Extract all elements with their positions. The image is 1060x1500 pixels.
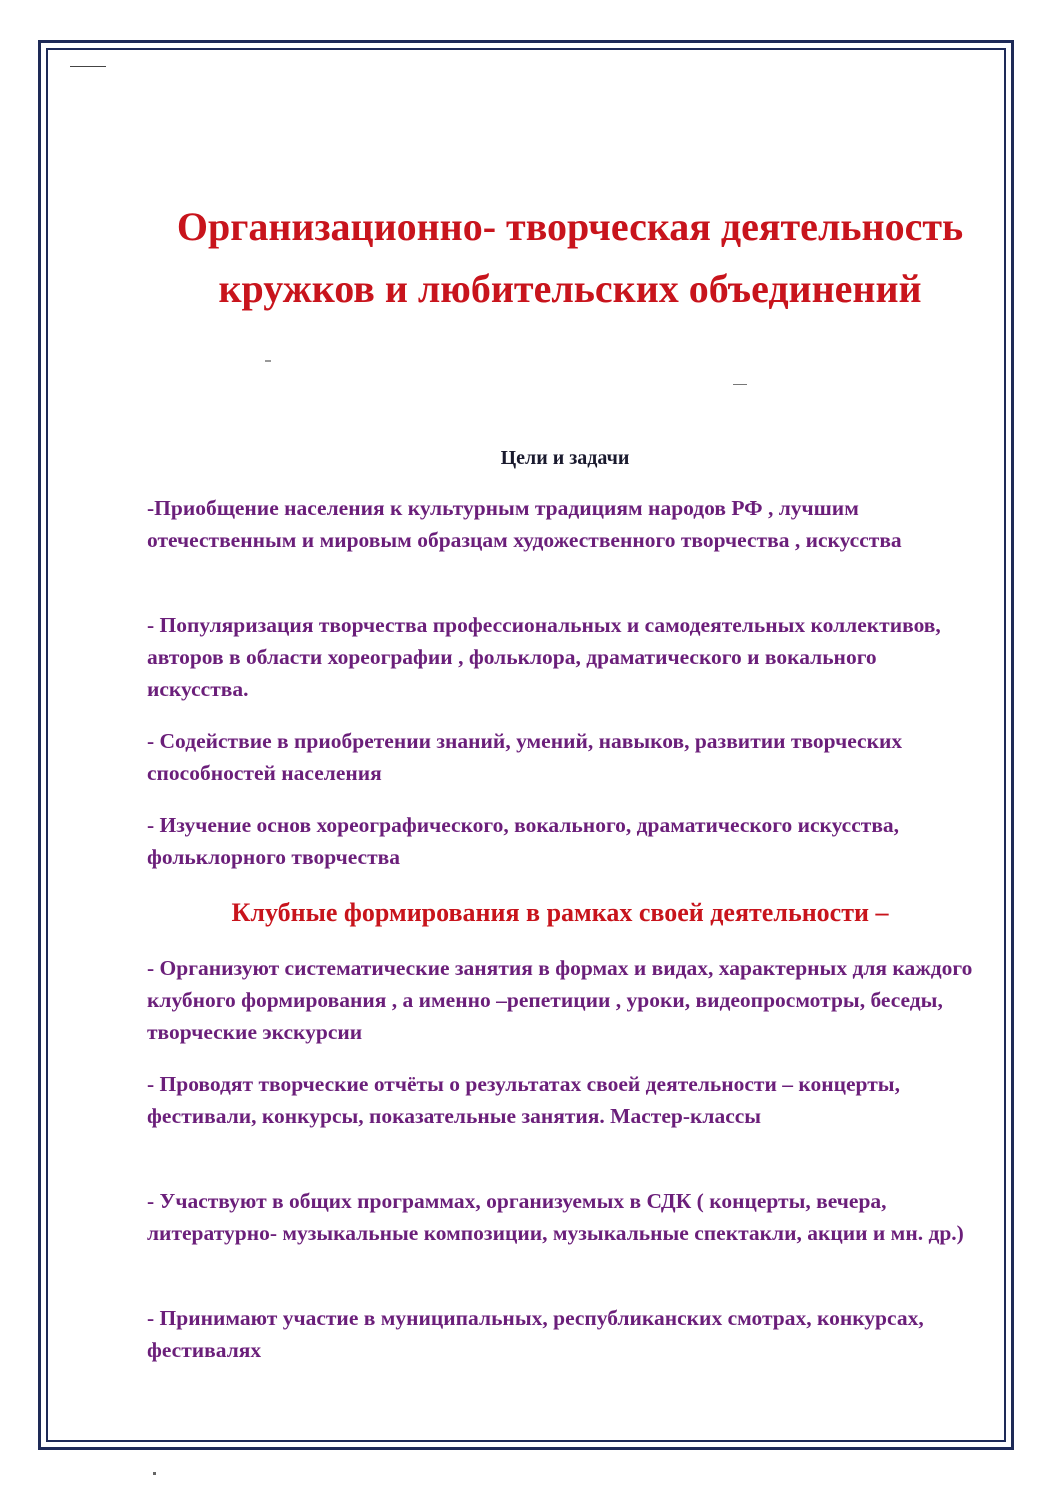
scan-speck xyxy=(70,66,106,67)
goals-subtitle: Цели и задачи xyxy=(500,447,630,469)
activity-item: - Участвуют в общих программах, организуемых в СДК ( концерты, вечера, литературно- музыкальные композиции, музыкальные спектакли, акции и мн. др.) xyxy=(147,1189,964,1245)
activity-item: - Принимают участие в муниципальных, республиканских смотрах, конкурсах, фестивалях xyxy=(147,1306,924,1362)
activity-item: - Организуют систематические занятия в формах и видах, характерных для каждого клубного формирования , а именно –репетиции , уроки, видеопросмотры, беседы, творческие экскурсии xyxy=(147,956,973,1044)
page-title: Организационно- творческая деятельность кружков и любительских объединений xyxy=(176,204,964,311)
goal-item: -Приобщение населения к культурным традициям народов РФ , лучшим отечественным и мировым образцам художественного творчества , искусства xyxy=(147,496,902,552)
scan-speck xyxy=(265,360,271,362)
scan-speck xyxy=(733,384,747,385)
goal-item: - Изучение основ хореографического, вокального, драматического искусства, фольклорного творчества xyxy=(147,813,900,869)
activity-item: - Проводят творческие отчёты о результатах своей деятельности – концерты, фестивали, конкурсы, показательные занятия. Мастер-классы xyxy=(147,1072,900,1128)
goal-item: - Содействие в приобретении знаний, умений, навыков, развитии творческих способностей населения xyxy=(147,729,903,785)
section-heading: Клубные формирования в рамках своей деятельности – xyxy=(231,898,889,927)
scan-speck xyxy=(153,1472,156,1475)
goal-item: - Популяризация творчества профессиональных и самодеятельных коллективов, авторов в области хореографии , фольклора, драматического и вокального искусства. xyxy=(147,613,941,701)
